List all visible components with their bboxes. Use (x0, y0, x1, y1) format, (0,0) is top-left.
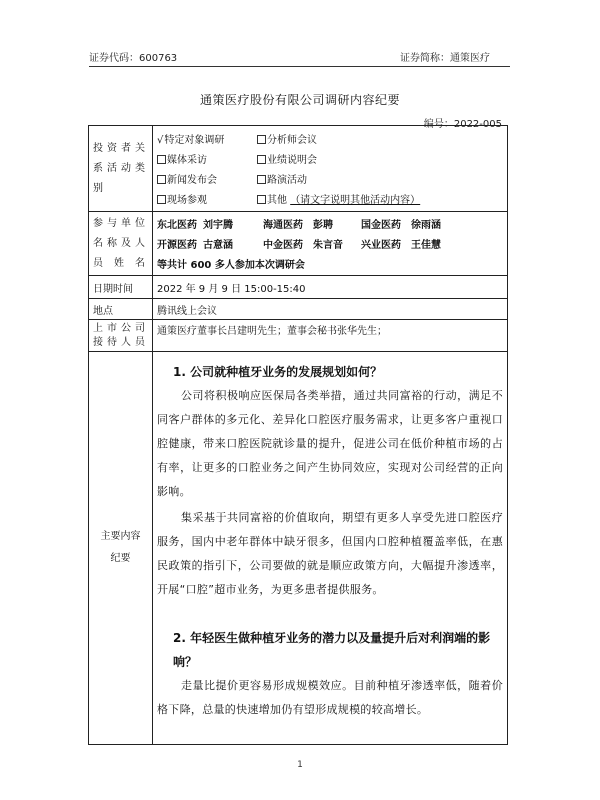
date-row (89, 276, 508, 299)
security-abbr: 证券简称：通策医疗 (400, 53, 490, 64)
receivers-value: 通策医疗董事长吕建明先生；董事会秘书张华先生； (153, 320, 508, 352)
checkbox-icon (157, 175, 166, 184)
place-label: 地点 (89, 299, 153, 320)
activity-options-cell (153, 126, 508, 212)
option-other: 其他 （请文字说明其他活动内容） (257, 191, 420, 206)
question-1: 1. 公司就种植牙业务的发展规划如何？ (173, 365, 383, 379)
document-number: 编号：2022-005 (423, 119, 502, 130)
content-label-cell (89, 352, 153, 745)
option-press-conference: 新闻发布会 (157, 171, 257, 186)
checkbox-icon (257, 135, 266, 144)
question-2: 2. 年轻医生做种植牙业务的潜力以及量提升后对利润端的影响？ (173, 631, 491, 669)
document-title: 通策医疗股份有限公司调研内容纪要 (199, 93, 400, 107)
date-label: 日期时间 (89, 276, 153, 299)
option-specific-research: √特定对象调研 (157, 135, 225, 146)
activity-options-row-3 (157, 169, 503, 189)
option-media-interview: 媒体采访 (157, 151, 257, 166)
check-mark-icon: √ (157, 135, 164, 146)
receivers-row (89, 320, 508, 352)
answer-1-paragraph-2: 集采基于共同富裕的价值取向，期望有更多人享受先进口腔医疗服务，国内中老年群体中缺牙很多，但国内口腔种植覆盖率低，在惠民政策的指引下，公司要做的就是顺应政策方向，大幅提升渗透率，开展“口腔”超市业务，为更多患者提供服务。 (157, 511, 503, 596)
checkbox-icon (157, 155, 166, 164)
option-site-visit: 现场参观 (157, 191, 257, 206)
content-label-line-1: 主要内容 (100, 531, 141, 542)
content-body (153, 352, 508, 745)
option-earnings-call: 业绩说明会 (257, 151, 317, 166)
answer-1-paragraph-1: 公司将积极响应医保局各类举措，通过共同富裕的行动，满足不同客户群体的多元化、差异化口腔医疗服务需求，让更多客户重视口腔健康，带来口腔医院就诊量的提升，促进公司在低价种植市场的占有率，让更多的口腔业务之间产生协同效应，实现对公司经营的正向影响。 (157, 389, 503, 498)
header-divider (89, 66, 510, 67)
receivers-label-cell (89, 320, 153, 352)
participants-label-cell (89, 212, 153, 276)
receivers-label: 上市公司接待人员 (93, 322, 148, 348)
checkbox-icon (257, 175, 266, 184)
checkbox-icon (157, 195, 166, 204)
participants-line-1: 东北医药 刘宇腾 海通医药 彭聘 国金医药 徐雨涵 (157, 220, 441, 231)
activity-options-row-1 (157, 129, 503, 149)
place-value: 腾讯线上会议 (153, 299, 508, 320)
participants-total: 等共计 600 多人参加本次调研会 (157, 260, 305, 271)
option-roadshow: 路演活动 (257, 171, 307, 186)
activity-options-row-4 (157, 189, 503, 209)
option-analyst-meeting: 分析师会议 (257, 131, 317, 146)
content-row (89, 352, 508, 745)
page-number: 1 (297, 760, 303, 770)
activity-label-cell (89, 126, 153, 212)
survey-table (88, 125, 508, 745)
date-value: 2022 年 9 月 9 日 15:00-15:40 (153, 276, 508, 299)
activity-label: 投资者关系活动类别 (93, 142, 148, 194)
participants-line-2: 开源医药 古意涵 中金医药 朱言音 兴业医药 王佳慧 (157, 240, 441, 251)
answer-2-paragraph-1: 走量比提价更容易形成规模效应。目前种植牙渗透率低，随着价格下降，总量的快速增加仍有望形成规模的较高增长。 (157, 679, 503, 716)
participants-row (89, 212, 508, 276)
activity-row (89, 126, 508, 212)
other-note: （请文字说明其他活动内容） (290, 195, 421, 206)
participants-label: 参与单位名称及人员姓名 (93, 217, 148, 269)
checkbox-icon (257, 195, 266, 204)
checkbox-icon (257, 155, 266, 164)
place-row (89, 299, 508, 320)
activity-options-row-2 (157, 149, 503, 169)
content-label-line-2: 纪要 (110, 553, 131, 564)
participants-cell (153, 212, 508, 276)
security-code: 证券代码：600763 (89, 53, 178, 64)
